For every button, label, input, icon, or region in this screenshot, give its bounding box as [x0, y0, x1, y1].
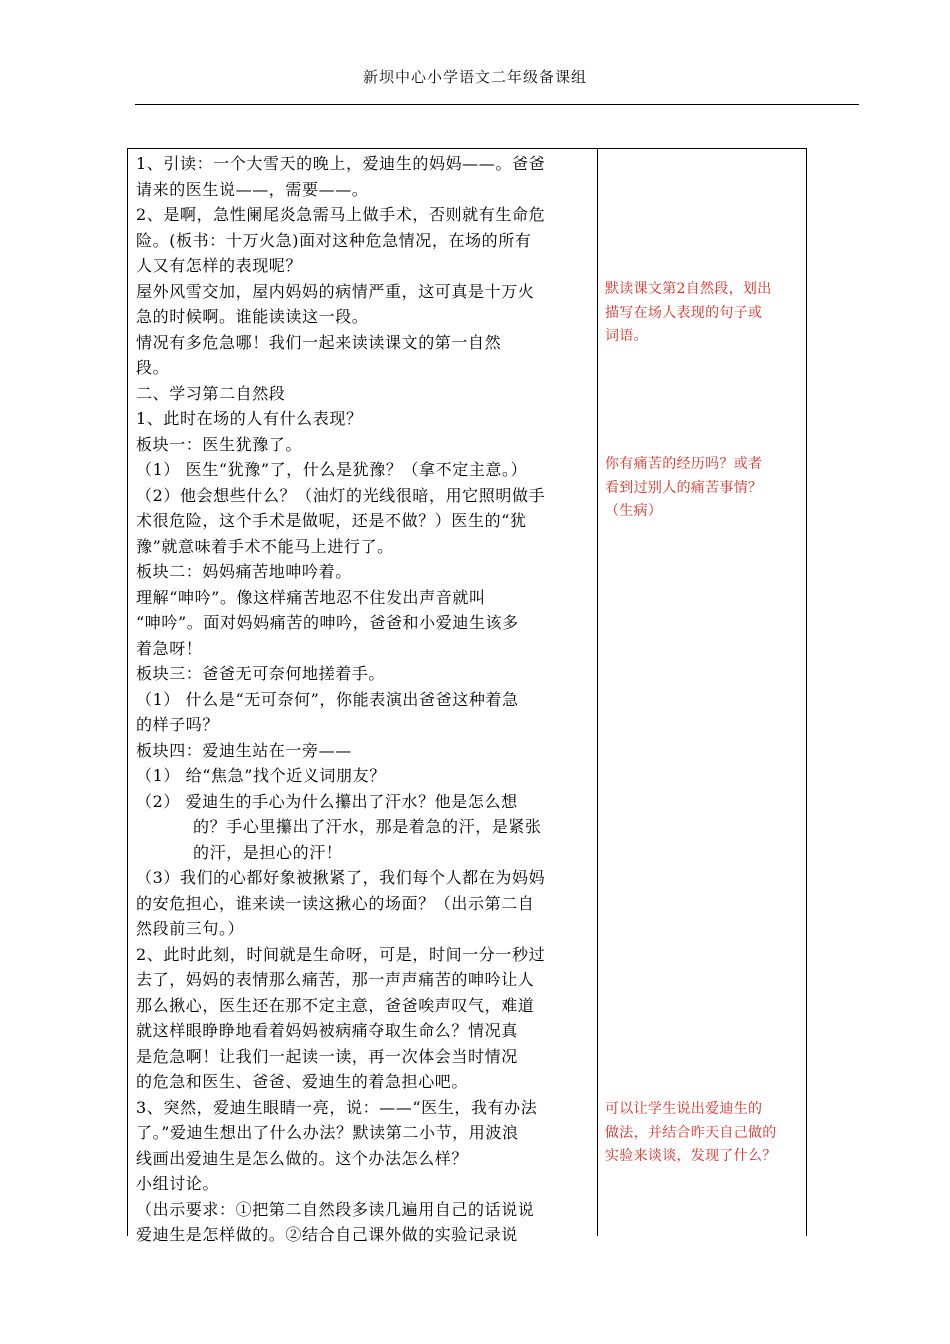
- lesson-line: 小组讨论。: [136, 1174, 220, 1193]
- lesson-line: （2） 爱迪生的手心为什么攥出了汗水？他是怎么想: [136, 791, 518, 811]
- lesson-line: 请来的医生说——，需要——。: [136, 179, 369, 199]
- lesson-line: 2、此时此刻，时间就是生命呀，可是，时间一分一秒过: [136, 944, 546, 964]
- note-line: 可以让学生说出爱迪生的: [605, 1101, 763, 1117]
- note-line: 做法，并结合昨天自己做的: [605, 1124, 777, 1141]
- lesson-line: 爱迪生是怎样做的。②结合自己课外做的实验记录说: [136, 1225, 518, 1244]
- lesson-line: 情况有多危急哪！我们一起来读读课文的第一自然: [136, 332, 502, 352]
- lesson-line: 板块一：医生犹豫了。: [136, 434, 303, 454]
- page-header: 新坝中心小学语文二年级备课组: [362, 68, 587, 86]
- lesson-line: 就这样眼睁睁地看着妈妈被病痛夺取生命么？情况真: [136, 1021, 518, 1040]
- lesson-line: 的危急和医生、爸爸、爱迪生的着急担心吧。: [136, 1072, 469, 1091]
- lesson-line: （1） 给“焦急”找个近义词朋友？: [136, 766, 386, 785]
- lesson-line: 去了，妈妈的表情那么痛苦，那一声声痛苦的呻吟让人: [136, 970, 535, 989]
- lesson-line: 术很危险，这个手术是做呢，还是不做？）医生的“犹: [136, 511, 527, 530]
- lesson-line: 然段前三句。）: [136, 919, 245, 938]
- note-line: （生病）: [605, 503, 663, 519]
- lesson-line: （出示要求：①把第二自然段多读几遍用自己的话说说: [136, 1199, 535, 1219]
- teacher-note: [605, 278, 805, 349]
- lesson-line: 1、引读：一个大雪天的晚上，爱迪生的妈妈——。爸爸: [136, 154, 546, 173]
- lesson-line: （1） 什么是“无可奈何”，你能表演出爸爸这种着急: [136, 689, 519, 709]
- lesson-line: 豫”就意味着手术不能马上进行了。: [136, 536, 394, 556]
- lesson-line: 屋外风雪交加，屋内妈妈的病情严重，这可真是十万火: [136, 281, 535, 301]
- lesson-table: [127, 148, 807, 1244]
- lesson-line: 2、是啊，急性阑尾炎急需马上做手术，否则就有生命危: [136, 205, 546, 224]
- lesson-line: 理解“呻吟”。像这样痛苦地忍不住发出声音就叫: [136, 587, 486, 607]
- lesson-line: 线画出爱迪生是怎么做的。这个办法怎么样？: [136, 1148, 469, 1168]
- lesson-line: 人又有怎样的表现呢？: [136, 256, 303, 275]
- lesson-line: 了。”爱迪生想出了什么办法？默读第二小节，用波浪: [136, 1123, 519, 1142]
- lesson-line: 险。(板书：十万火急)面对这种危急情况，在场的所有: [136, 230, 532, 250]
- lesson-line: 板块二：妈妈痛苦地呻吟着。: [136, 562, 352, 581]
- lesson-line: （2）他会想些什么？（油灯的光线很暗，用它照明做手: [136, 485, 546, 505]
- note-line: 看到过别人的痛苦事情？: [605, 479, 763, 496]
- lesson-line: “呻吟”。面对妈妈痛苦的呻吟，爸爸和小爱迪生该多: [136, 613, 519, 632]
- note-line: 词语。: [605, 328, 648, 344]
- lesson-line: 板块三：爸爸无可奈何地搓着手。: [136, 664, 386, 683]
- lesson-line: 着急呀！: [136, 638, 203, 658]
- note-line: 描写在场人表现的句子或: [605, 304, 763, 321]
- lesson-line: 的安危担心，谁来读一读这揪心的场面？（出示第二自: [136, 893, 535, 913]
- lesson-line: 的？手心里攥出了汗水，那是着急的汗，是紧张: [193, 817, 542, 836]
- lesson-line: 的汗，是担心的汗！: [193, 842, 343, 862]
- lesson-line: 的样子吗？: [136, 715, 220, 734]
- note-line: 你有痛苦的经历吗？或者: [605, 456, 763, 472]
- note-line: 默读课文第2自然段，划出: [605, 281, 772, 297]
- header-divider: [135, 104, 859, 105]
- lesson-line: 3、突然，爱迪生眼睛一亮，说：——“医生，我有办法: [136, 1097, 538, 1117]
- note-line: 实验来谈谈，发现了什么？: [605, 1148, 777, 1164]
- lesson-line: 段。: [136, 358, 170, 377]
- lesson-line: 那么揪心，医生还在那不定主意，爸爸唉声叹气，难道: [136, 995, 535, 1015]
- lesson-line: （3）我们的心都好象被揪紧了，我们每个人都在为妈妈: [136, 868, 546, 887]
- lesson-line: 是危急啊！让我们一起读一读，再一次体会当时情况: [136, 1046, 518, 1066]
- teacher-note: [605, 1098, 805, 1169]
- teacher-note: [605, 453, 805, 524]
- lesson-line: 急的时候啊。谁能读读这一段。: [136, 307, 369, 326]
- column-divider: [597, 149, 598, 1236]
- lesson-content: [136, 151, 588, 1248]
- section-heading: 二、学习第二自然段: [136, 383, 286, 403]
- lesson-line: 板块四：爱迪生站在一旁——: [136, 740, 352, 760]
- lesson-line: 1、此时在场的人有什么表现？: [136, 409, 363, 428]
- lesson-line: （1） 医生“犹豫”了，什么是犹豫？（拿不定主意。）: [136, 460, 528, 479]
